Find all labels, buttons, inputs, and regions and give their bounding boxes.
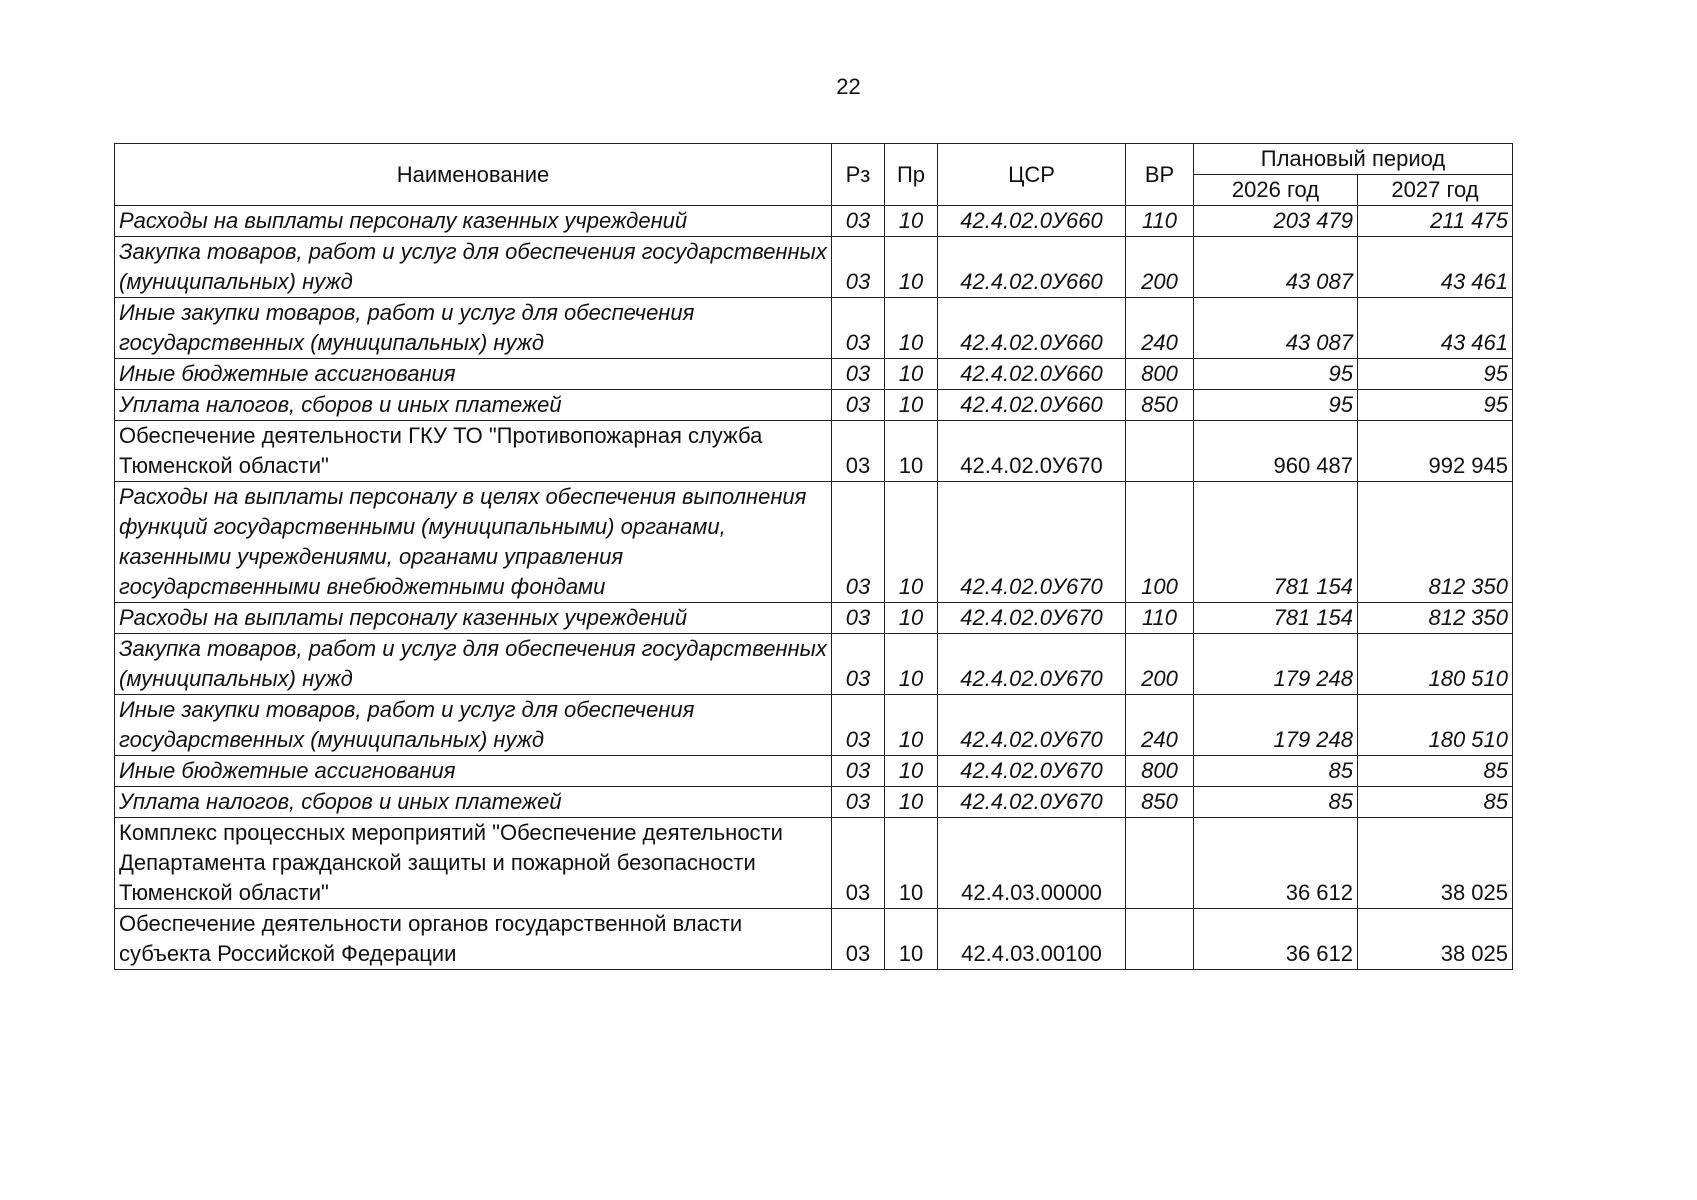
row-vr [1126, 909, 1194, 970]
row-rz: 03 [832, 634, 885, 695]
row-name: Расходы на выплаты персоналу казенных учреждений [115, 603, 832, 634]
row-vr: 200 [1126, 634, 1194, 695]
page-number: 22 [836, 74, 861, 99]
row-csr: 42.4.02.0У660 [938, 359, 1126, 390]
table-row [115, 421, 1513, 482]
row-csr: 42.4.03.00100 [938, 909, 1126, 970]
row-pr: 10 [885, 237, 938, 298]
table-row [115, 390, 1513, 421]
row-csr: 42.4.02.0У670 [938, 421, 1126, 482]
row-2026: 36 612 [1194, 909, 1358, 970]
row-pr: 10 [885, 756, 938, 787]
table-row [115, 787, 1513, 818]
budget-table [114, 143, 1513, 970]
row-vr: 850 [1126, 787, 1194, 818]
row-csr: 42.4.02.0У670 [938, 695, 1126, 756]
header-vr: ВР [1126, 144, 1194, 206]
row-csr: 42.4.02.0У670 [938, 603, 1126, 634]
row-csr: 42.4.02.0У660 [938, 237, 1126, 298]
row-vr: 200 [1126, 237, 1194, 298]
row-vr: 100 [1126, 482, 1194, 603]
table-row [115, 298, 1513, 359]
row-rz: 03 [832, 359, 885, 390]
row-2026: 95 [1194, 359, 1358, 390]
header-year-2026: 2026 год [1194, 175, 1358, 206]
table-row [115, 482, 1513, 603]
table-row [115, 237, 1513, 298]
row-name: Обеспечение деятельности ГКУ ТО "Противопожарная служба Тюменской области" [115, 421, 832, 482]
row-2026: 43 087 [1194, 237, 1358, 298]
row-vr: 800 [1126, 756, 1194, 787]
row-rz: 03 [832, 695, 885, 756]
row-pr: 10 [885, 359, 938, 390]
row-vr [1126, 421, 1194, 482]
table-row [115, 603, 1513, 634]
row-csr: 42.4.02.0У670 [938, 482, 1126, 603]
row-2027: 38 025 [1358, 909, 1513, 970]
row-rz: 03 [832, 603, 885, 634]
row-rz: 03 [832, 787, 885, 818]
header-planned-period: Плановый период [1194, 144, 1513, 175]
row-vr: 110 [1126, 206, 1194, 237]
row-csr: 42.4.02.0У670 [938, 787, 1126, 818]
table-row [115, 695, 1513, 756]
row-2027: 43 461 [1358, 298, 1513, 359]
row-2026: 781 154 [1194, 603, 1358, 634]
row-2027: 85 [1358, 787, 1513, 818]
header-name: Наименование [115, 144, 832, 206]
row-2027: 85 [1358, 756, 1513, 787]
row-2026: 203 479 [1194, 206, 1358, 237]
row-pr: 10 [885, 390, 938, 421]
row-2026: 179 248 [1194, 634, 1358, 695]
header-csr: ЦСР [938, 144, 1126, 206]
row-rz: 03 [832, 756, 885, 787]
row-2027: 812 350 [1358, 482, 1513, 603]
row-2026: 95 [1194, 390, 1358, 421]
row-csr: 42.4.02.0У660 [938, 390, 1126, 421]
row-pr: 10 [885, 818, 938, 909]
table-header [115, 144, 1513, 206]
row-2026: 85 [1194, 756, 1358, 787]
table-row [115, 359, 1513, 390]
table-row [115, 756, 1513, 787]
row-pr: 10 [885, 421, 938, 482]
row-vr: 240 [1126, 298, 1194, 359]
row-pr: 10 [885, 298, 938, 359]
row-name: Расходы на выплаты персоналу в целях обеспечения выполнения функций государственными (муниципальными) органами, казенными учреждениями, органами управления государственными внебюджетными фондами [115, 482, 832, 603]
row-2026: 179 248 [1194, 695, 1358, 756]
row-pr: 10 [885, 695, 938, 756]
row-2027: 180 510 [1358, 634, 1513, 695]
table-body [115, 206, 1513, 970]
table-row [115, 206, 1513, 237]
row-2027: 95 [1358, 359, 1513, 390]
row-pr: 10 [885, 787, 938, 818]
row-name: Иные бюджетные ассигнования [115, 359, 832, 390]
row-pr: 10 [885, 482, 938, 603]
row-vr: 850 [1126, 390, 1194, 421]
row-csr: 42.4.02.0У660 [938, 298, 1126, 359]
row-csr: 42.4.02.0У660 [938, 206, 1126, 237]
row-2027: 95 [1358, 390, 1513, 421]
row-2026: 43 087 [1194, 298, 1358, 359]
row-csr: 42.4.02.0У670 [938, 634, 1126, 695]
row-vr: 800 [1126, 359, 1194, 390]
row-name: Иные бюджетные ассигнования [115, 756, 832, 787]
row-2027: 812 350 [1358, 603, 1513, 634]
row-pr: 10 [885, 603, 938, 634]
table-row [115, 818, 1513, 909]
row-pr: 10 [885, 634, 938, 695]
row-rz: 03 [832, 818, 885, 909]
row-name: Расходы на выплаты персоналу казенных учреждений [115, 206, 832, 237]
header-pr: Пр [885, 144, 938, 206]
row-2027: 992 945 [1358, 421, 1513, 482]
row-rz: 03 [832, 482, 885, 603]
row-name: Комплекс процессных мероприятий "Обеспечение деятельности Департамента гражданской защиты и пожарной безопасности Тюменской области" [115, 818, 832, 909]
row-2026: 36 612 [1194, 818, 1358, 909]
row-pr: 10 [885, 206, 938, 237]
row-name: Обеспечение деятельности органов государственной власти субъекта Российской Федерации [115, 909, 832, 970]
row-2027: 43 461 [1358, 237, 1513, 298]
row-2026: 85 [1194, 787, 1358, 818]
row-2027: 180 510 [1358, 695, 1513, 756]
row-rz: 03 [832, 390, 885, 421]
row-name: Закупка товаров, работ и услуг для обеспечения государственных (муниципальных) нужд [115, 237, 832, 298]
row-pr: 10 [885, 909, 938, 970]
row-2026: 960 487 [1194, 421, 1358, 482]
row-2026: 781 154 [1194, 482, 1358, 603]
row-2027: 38 025 [1358, 818, 1513, 909]
row-csr: 42.4.03.00000 [938, 818, 1126, 909]
row-rz: 03 [832, 909, 885, 970]
row-rz: 03 [832, 421, 885, 482]
table-row [115, 909, 1513, 970]
row-vr [1126, 818, 1194, 909]
header-rz: Рз [832, 144, 885, 206]
row-vr: 110 [1126, 603, 1194, 634]
row-csr: 42.4.02.0У670 [938, 756, 1126, 787]
row-name: Уплата налогов, сборов и иных платежей [115, 787, 832, 818]
row-name: Иные закупки товаров, работ и услуг для обеспечения государственных (муниципальных) нужд [115, 298, 832, 359]
row-vr: 240 [1126, 695, 1194, 756]
header-year-2027: 2027 год [1358, 175, 1513, 206]
row-rz: 03 [832, 237, 885, 298]
row-name: Закупка товаров, работ и услуг для обеспечения государственных (муниципальных) нужд [115, 634, 832, 695]
row-name: Уплата налогов, сборов и иных платежей [115, 390, 832, 421]
table-row [115, 634, 1513, 695]
row-rz: 03 [832, 206, 885, 237]
row-2027: 211 475 [1358, 206, 1513, 237]
row-name: Иные закупки товаров, работ и услуг для обеспечения государственных (муниципальных) нужд [115, 695, 832, 756]
row-rz: 03 [832, 298, 885, 359]
